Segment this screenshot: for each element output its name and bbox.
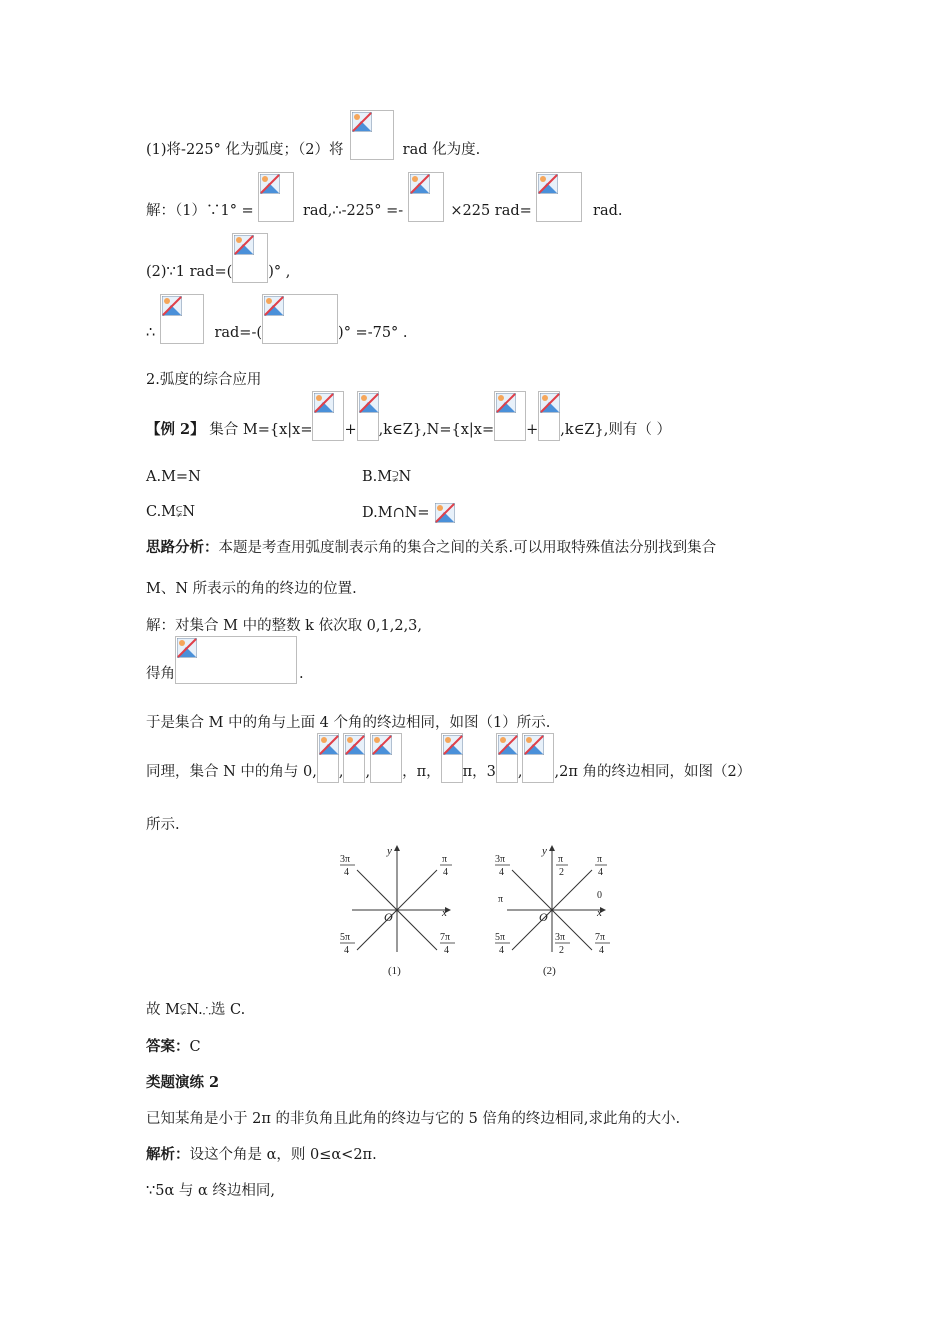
angle-label: 4 <box>599 945 604 956</box>
angle-label: 4 <box>344 867 349 878</box>
broken-image-icon <box>370 733 402 783</box>
solution-intro: 解：对集合 M 中的整数 k 依次取 0,1,2,3, <box>146 618 423 634</box>
angle-label: 0 <box>597 890 602 901</box>
broken-image-icon <box>343 733 365 783</box>
analysis-cont: M、N 所表示的角的终边的位置. <box>146 581 357 597</box>
angle-label: π <box>597 854 603 865</box>
broken-image-icon <box>494 391 526 441</box>
answer-label: 答案： <box>146 1038 190 1055</box>
broken-image-icon <box>434 502 456 524</box>
angle-label: 2 <box>559 867 564 878</box>
answer: 答案：C <box>146 1038 201 1055</box>
angle-label: 4 <box>499 867 504 878</box>
angle-label: 3π <box>495 854 506 865</box>
analysis: 思路分析：本题是考查用弧度制表示角的集合之间的关系.可以用取特殊值法分别找到集合 <box>146 539 717 556</box>
broken-image-icon <box>175 636 297 684</box>
angle-label: 4 <box>499 945 504 956</box>
angle-label: 4 <box>443 867 448 878</box>
broken-image-icon <box>258 172 294 222</box>
option-b: B.M⫌N <box>362 469 412 485</box>
example-2: 【例 2】 集合 M={x|x= + ,k∈Z},N={x|x= + ,k∈Z},则有（ ） <box>146 419 671 441</box>
broken-image-icon <box>441 733 463 783</box>
conclusion: 故 M⫋N.∴选 C. <box>146 1002 246 1018</box>
angle-label: 3π <box>555 932 566 943</box>
angle-label: π <box>498 894 504 905</box>
angle-label: π <box>442 854 448 865</box>
practice-question: 已知某角是小于 2π 的非负角且此角的终边与它的 5 倍角的终边相同,求此角的大小. <box>146 1111 681 1127</box>
broken-image-icon <box>538 391 560 441</box>
solution-fig1-note: 于是集合 M 中的角与上面 4 个角的终边相同，如图（1）所示. <box>146 715 551 731</box>
broken-image-icon <box>262 294 338 344</box>
problem-statement: (1)将-225° 化为弧度；（2）将 rad 化为度. <box>146 140 480 160</box>
solution-line-1: 解：（1）∵1° = rad,∴-225° =- ×225 rad= rad. <box>146 200 622 222</box>
x-axis-label: x <box>442 907 447 919</box>
figure-1 <box>340 845 455 977</box>
analysis-label: 解析： <box>146 1146 190 1163</box>
origin-label: O <box>539 910 548 924</box>
example-label: 【例 2】 <box>146 421 205 438</box>
practice-analysis: 解析：设这个角是 α，则 0≤α<2π. <box>146 1146 377 1163</box>
section-title: 2.弧度的综合应用 <box>146 372 262 388</box>
solution-line-2: (2)∵1 rad=( )° , <box>146 261 290 283</box>
y-axis-label: y <box>387 845 392 857</box>
broken-image-icon <box>522 733 554 783</box>
figure-caption: (1) <box>388 965 401 977</box>
solution-fig2-note: 所示. <box>146 817 180 833</box>
analysis-label: 思路分析： <box>146 539 219 556</box>
angle-label: 2 <box>559 945 564 956</box>
angle-label: 4 <box>444 945 449 956</box>
angle-label: 7π <box>440 932 451 943</box>
option-a: A.M=N <box>146 469 201 485</box>
broken-image-icon <box>536 172 582 222</box>
y-axis-label: y <box>542 845 547 857</box>
broken-image-icon <box>160 294 204 344</box>
angle-label: 4 <box>344 945 349 956</box>
broken-image-icon <box>357 391 379 441</box>
angle-label: π <box>558 854 564 865</box>
angle-label: 4 <box>598 867 603 878</box>
solution-n-set: 同理，集合 N 中的角与 0, , , ，π， π，3 , ,2π 角的终边相同，如图（2） <box>146 761 751 783</box>
broken-image-icon <box>232 233 268 283</box>
angle-label: 3π <box>340 854 351 865</box>
terminal-side-figure <box>332 842 622 982</box>
option-c: C.M⫋N <box>146 504 196 520</box>
figure-caption: (2) <box>543 965 556 977</box>
broken-image-icon <box>317 733 339 783</box>
broken-image-icon <box>496 733 518 783</box>
x-axis-label: x <box>597 907 602 919</box>
practice-title: 类题演练 2 <box>146 1074 220 1091</box>
broken-image-icon <box>408 172 444 222</box>
option-d: D.M∩N= <box>362 502 456 524</box>
solution-angles: 得角 . <box>146 664 304 684</box>
figure-2 <box>495 845 610 977</box>
angle-label: 5π <box>340 932 351 943</box>
broken-image-icon <box>350 110 394 160</box>
angle-label: 5π <box>495 932 506 943</box>
origin-label: O <box>384 910 393 924</box>
practice-step: ∵5α 与 α 终边相同, <box>146 1183 275 1199</box>
broken-image-icon <box>312 391 344 441</box>
solution-line-3: ∴ rad=-( )° =-75° . <box>146 322 408 344</box>
angle-label: 7π <box>595 932 606 943</box>
